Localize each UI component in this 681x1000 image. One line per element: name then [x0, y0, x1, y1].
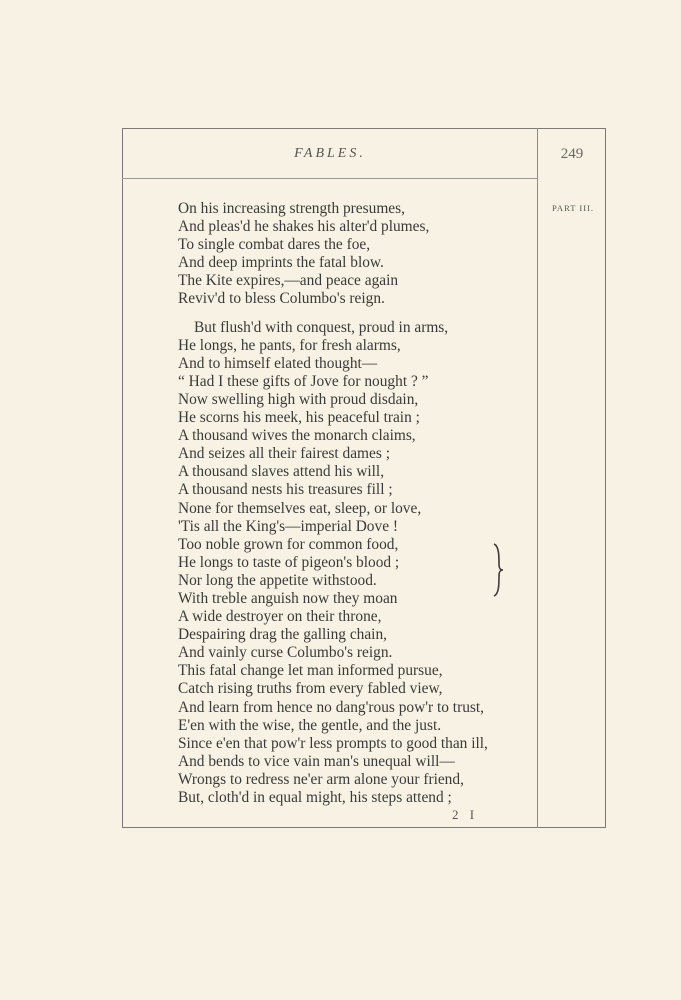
poem-line: And pleas'd he shakes his alter'd plumes,: [178, 218, 430, 236]
poem-line: 'Tis all the King's—imperial Dove !: [178, 517, 399, 535]
poem-line: Wrongs to redress ne'er arm alone your friend,: [178, 770, 464, 788]
stanza-gap: [178, 309, 536, 319]
page-number: 249: [560, 146, 584, 162]
poem-line: And seizes all their fairest dames ;: [178, 445, 390, 463]
poem-line: Since e'en that pow'r less prompts to good than ill,: [178, 734, 488, 752]
poem-line: Catch rising truths from every fabled view,: [178, 680, 443, 698]
poem-line: But, cloth'd in equal might, his steps attend ;: [178, 789, 452, 806]
poem-body: [178, 200, 536, 807]
signature-mark: 2 I: [452, 807, 479, 822]
poem-line: With treble anguish now they moan: [178, 589, 398, 607]
poem-line: The Kite expires,—and peace again: [178, 272, 399, 290]
poem-line: To single combat dares the foe,: [178, 236, 371, 254]
poem-line: A thousand nests his treasures fill ;: [178, 481, 393, 499]
poem-line: He longs, he pants, for fresh alarms,: [178, 336, 401, 354]
running-head: FABLES.: [294, 146, 366, 161]
poem-line: Too noble grown for common food,: [178, 535, 399, 553]
poem-line: Despairing drag the galling chain,: [178, 626, 387, 644]
poem-line: A thousand wives the monarch claims,: [178, 427, 416, 445]
poem-line: And learn from hence no dang'rous pow'r to trust,: [178, 698, 485, 716]
poem-line: Now swelling high with proud disdain,: [178, 390, 419, 408]
poem-line: On his increasing strength presumes,: [178, 200, 405, 217]
poem-line: But flush'd with conquest, proud in arms,: [194, 318, 449, 336]
poem-line: This fatal change let man informed pursue,: [178, 662, 443, 680]
poem-line: He scorns his meek, his peaceful train ;: [178, 409, 420, 427]
poem-line: Reviv'd to bless Columbo's reign.: [178, 290, 385, 308]
poem-line: Nor long the appetite withstood.: [178, 571, 377, 589]
poem-line: A wide destroyer on their throne,: [178, 608, 382, 626]
poem-line: E'en with the wise, the gentle, and the just.: [178, 716, 442, 734]
margin-column-rule: [537, 128, 538, 828]
poem-line: And bends to vice vain man's unequal will—: [178, 752, 455, 770]
header-rule: [122, 178, 538, 179]
poem-line: A thousand slaves attend his will,: [178, 463, 385, 481]
poem-line: He longs to taste of pigeon's blood ;: [178, 553, 400, 571]
poem-line: None for themselves eat, sleep, or love,: [178, 499, 422, 517]
triplet-brace-icon: [491, 542, 505, 598]
poem-line: And deep imprints the fatal blow.: [178, 254, 384, 272]
poem-line: And to himself elated thought—: [178, 354, 378, 372]
margin-note: PART III.: [551, 203, 595, 213]
poem-line: And vainly curse Columbo's reign.: [178, 644, 393, 662]
poem-line: “ Had I these gifts of Jove for nought ? ”: [178, 372, 429, 390]
